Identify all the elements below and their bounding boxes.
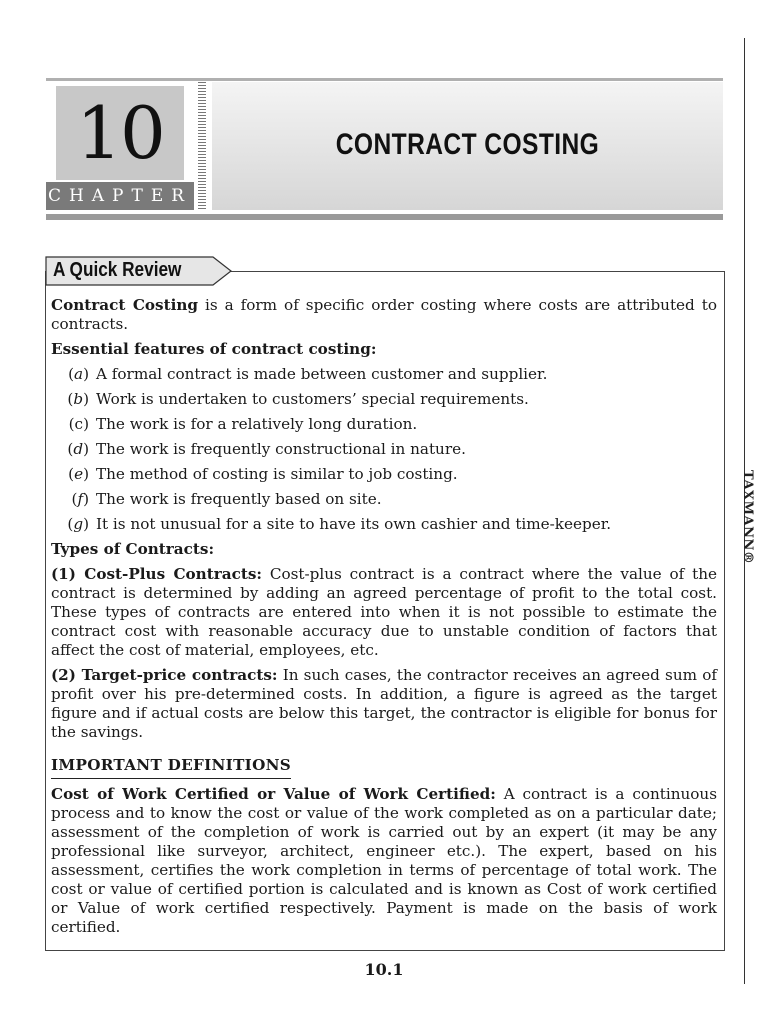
chapter-title: CONTRACT COSTING [335, 128, 600, 161]
quick-review-title: A Quick Review [53, 259, 182, 281]
features-heading: Essential features of contract costing: [51, 340, 377, 358]
list-item: (a) A formal contract is made between customer and supplier. [68, 365, 548, 383]
publisher-name: TAXMANN® [740, 470, 755, 565]
list-item: (e) The method of costing is similar to job costing. [68, 465, 458, 483]
type-target-price: (2) Target-price contracts: In such cases, the contractor receives an agreed sum of profit over his pre-determined costs. In addition, a figure is agreed as the target figure and if actual costs are below this target, the contractor is eligible for bonus for the savings. [51, 666, 717, 741]
quick-review-tab [45, 256, 235, 286]
list-item: (b) Work is undertaken to customers’ special requirements. [67, 390, 529, 408]
page-number: 10.1 [364, 960, 404, 979]
intro-text: is a form of specific order costing where costs are attributed to contracts. [51, 296, 717, 333]
definition-paragraph: Cost of Work Certified or Value of Work Certified: A contract is a continuous process and to know the cost or value of the work completed as on a particular date; assessment of the completion of work is carried out by an expert (it may be any professional like surveyor, architect, engineer etc.). The expert, based on his assessment, certifies the work completion in terms of percentage of total work. The cost or value of certified portion is calculated and is known as Cost of work certified or Value of work certified respectively. Payment is made on the basis of work certified. [51, 785, 717, 936]
chapter-number: 10 [76, 91, 164, 175]
type-cost-plus: (1) Cost-Plus Contracts: Cost-plus contract is a contract where the value of the contract is determined by adding an agreed percentage of profit to the total cost. These types of contracts are entered into when it is not possible to estimate the contract cost with reasonable accuracy due to unstable condition of factors that affect the cost of material, employees, etc. [51, 565, 717, 659]
chapter-title-panel [212, 82, 723, 210]
list-item: (d) The work is frequently constructional in nature. [67, 440, 466, 458]
review-content [51, 296, 717, 937]
chapter-badge [46, 86, 194, 210]
list-item: (c) The work is for a relatively long duration. [68, 415, 418, 433]
header-bottom-rule [46, 214, 723, 220]
definitions-heading: IMPORTANT DEFINITIONS [51, 756, 291, 779]
intro-term: Contract Costing [51, 296, 199, 314]
publisher-mark [731, 470, 761, 580]
intro-paragraph [51, 296, 717, 334]
header-top-rule [46, 78, 723, 81]
list-item: (f) The work is frequently based on site. [71, 490, 382, 508]
chapter-label: CHAPTER [47, 186, 193, 206]
list-item: (g) It is not unusual for a site to have its own cashier and time-keeper. [67, 515, 612, 533]
header-divider [198, 82, 206, 210]
types-heading: Types of Contracts: [51, 540, 215, 558]
